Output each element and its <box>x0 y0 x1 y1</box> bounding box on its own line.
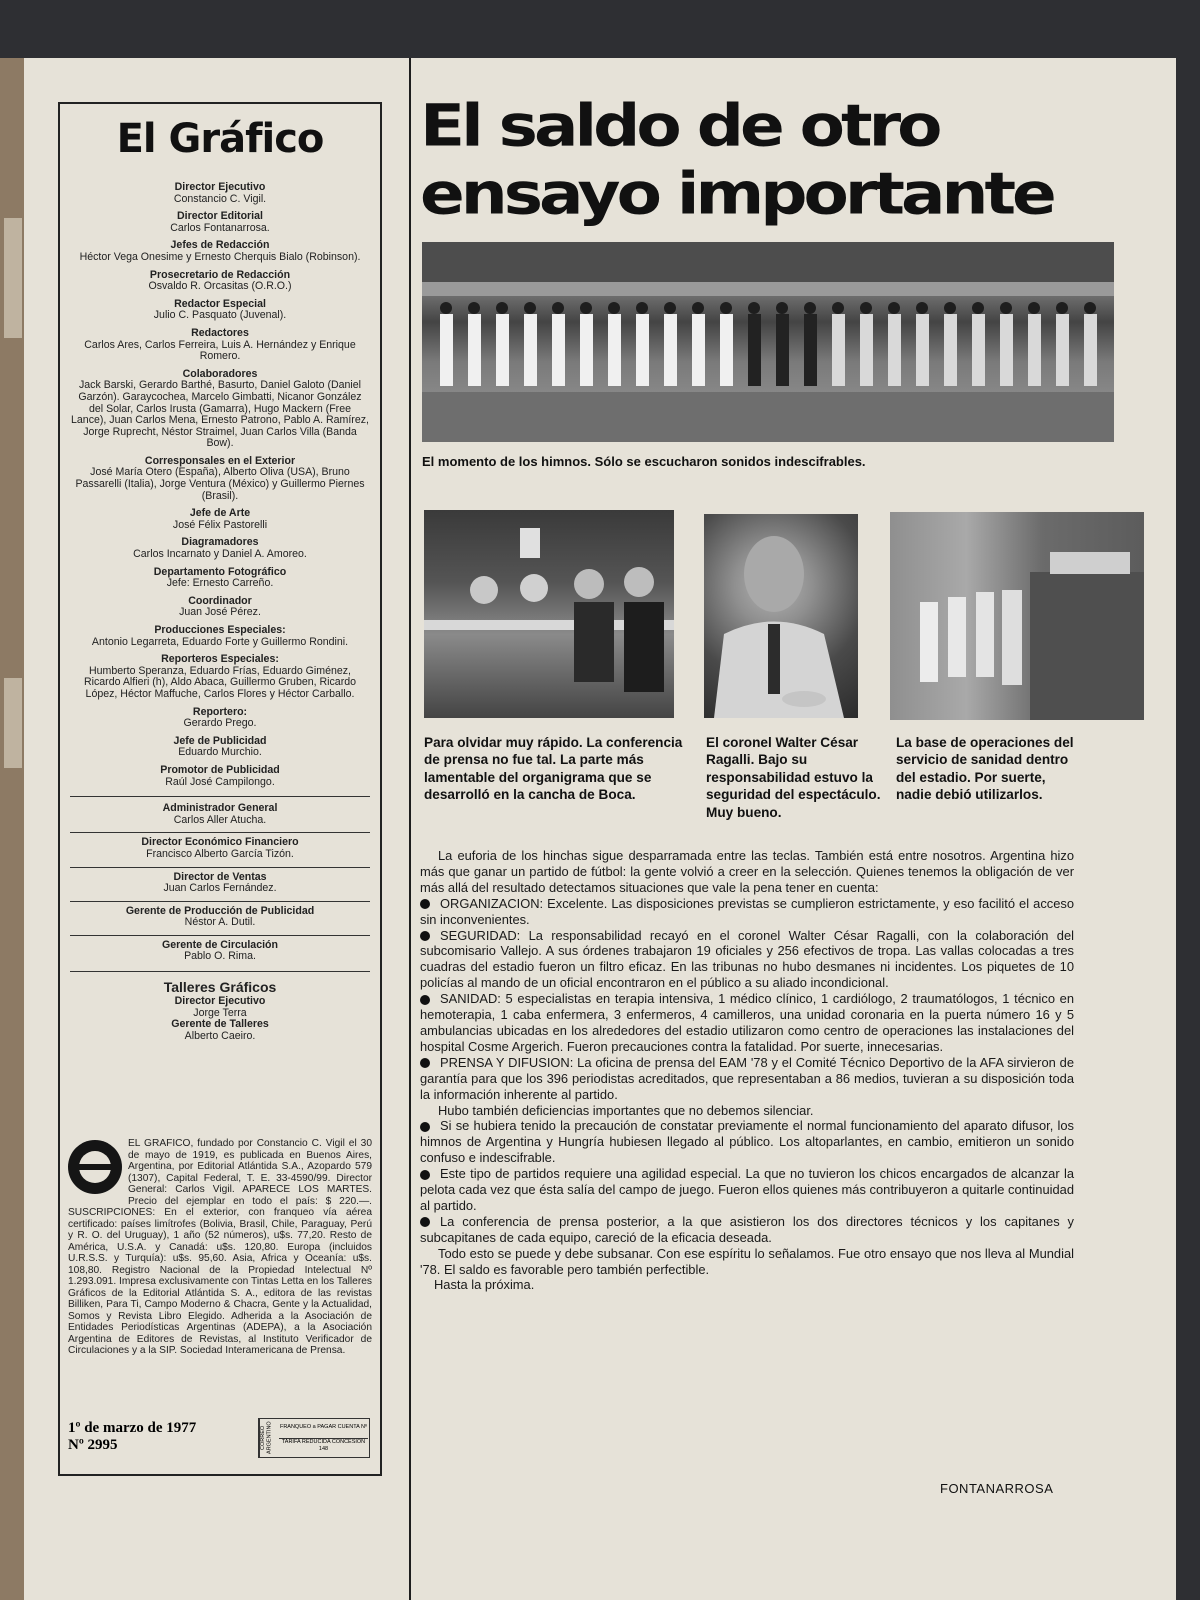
deficiency-point <box>420 1214 1074 1246</box>
staff-role: Redactores <box>191 326 249 339</box>
player-head <box>776 302 788 314</box>
issue-date: 1º de marzo de 1977 <box>68 1420 197 1436</box>
divider <box>70 832 370 833</box>
staff-role: Colaboradores <box>182 367 258 380</box>
management-entry <box>70 837 370 860</box>
article-headline <box>420 91 1160 232</box>
player-figure <box>608 314 621 386</box>
talleres-name: Jorge Terra <box>193 1006 247 1019</box>
talleres-role: Director Ejecutivo <box>174 995 266 1008</box>
photo-silhouettes <box>422 242 1114 442</box>
staff-list <box>70 182 370 1042</box>
deficiencies-intro: Hubo también deficiencias importantes que no debemos silenciar. <box>438 1102 814 1118</box>
photo-caption-medical: La base de operaciones del servicio de sanidad dentro del estadio. Por suerte, nadie debió utilizarlos. <box>896 735 1074 803</box>
player-head <box>468 302 480 314</box>
spine-band <box>4 678 22 768</box>
article-body <box>420 848 1074 1293</box>
bullet-icon <box>420 1058 430 1068</box>
player-figure <box>552 314 565 386</box>
bullet-icon <box>420 1122 430 1132</box>
staff-entry <box>70 765 370 788</box>
staff-names: Raúl José Campilongo. <box>165 775 275 788</box>
management-entry <box>70 872 370 895</box>
player-head <box>1028 302 1040 314</box>
author-signature: FONTANARROSA <box>940 1481 1054 1496</box>
staff-entry <box>70 369 370 450</box>
bullet-icon <box>420 931 430 941</box>
player-figure <box>664 314 677 386</box>
bullet-icon <box>420 899 430 909</box>
staff-names: Juan José Pérez. <box>179 606 261 619</box>
deficiency-text: Este tipo de partidos requiere una agilidad especial. La que no tuvieron los chicos encargados de alcanzar la pelota cada vez que ésta salía del campo de juego. Fueron ellos quienes más contribuyeron a quitarle continuidad al partido. <box>420 1166 1074 1213</box>
management-entry <box>70 803 370 826</box>
issue-info <box>68 1420 196 1454</box>
player-figure <box>748 314 761 386</box>
management-entry <box>70 906 370 929</box>
article-point <box>420 1055 1074 1103</box>
player-figure <box>944 314 957 386</box>
management-names: Carlos Aller Atucha. <box>173 813 267 826</box>
staff-role: Jefe de Publicidad <box>173 734 267 747</box>
postage-box <box>258 1418 370 1458</box>
staff-entry <box>70 240 370 263</box>
article-conclusion: Todo esto se puede y debe subsanar. Con ese espíritu lo señalamos. Fue otro ensayo que nos lleva al Mundial '78. El saldo es favorable pero también perfectible. <box>420 1245 1074 1277</box>
staff-role: Corresponsales en el Exterior <box>144 454 296 467</box>
staff-entry <box>70 299 370 322</box>
player-figure <box>720 314 733 386</box>
colonel-portrait-photo <box>704 514 858 718</box>
deficiency-point <box>420 1166 1074 1214</box>
staff-role: Promotor de Publicidad <box>160 763 280 776</box>
player-head <box>608 302 620 314</box>
player-head <box>972 302 984 314</box>
player-head <box>552 302 564 314</box>
player-figure <box>524 314 537 386</box>
photo-caption-colonel: El coronel Walter César Ragalli. Bajo su responsabilidad estuvo la seguridad del espectáculo. Muy bueno. <box>706 735 881 820</box>
player-head <box>804 302 816 314</box>
staff-names: Héctor Vega Onesime y Ernesto Cherquis Bialo (Robinson). <box>79 250 361 263</box>
colophon-text: EL GRAFICO, fundado por Constancio C. Vigil el 30 de mayo de 1919, es publicada en Buenos Aires, Argentina, por Editorial Atlántida S.A., Azopardo 579 (1307), Capital Federal, T. E. 33-4590/99. Director General: Carlos Vigil. APARECE LOS MARTES. Precio del ejemplar en todo el país: $ 220.—. SUSCRIPCIONES: En el exterior, con franqueo vía aérea certificado: países limítrofes (Bolivia, Brasil, Chile, Paraguay, Perú y R. O. del Uruguay), 1 año (52 números), u$s. 77,20. Resto de América, U.S.A. y Canadá: u$s. 120,80. Europa (incluidos U.R.S.S. y Turquía): u$s. 95,60. Asia, Africa y Oceanía: u$s. 108,80. Registro Nacional de la Propiedad Intelectual Nº 1.293.091. Impresa exclusivamente con Tintas Letta en los Talleres Gráficos de la Editorial Atlántida S. A., editora de las revistas Billiken, Para Ti, Campo Moderno & Chacra, Gente y la Actualidad, Somos y Revista Libro Elegido. Adherida a la Asociación de Entidades Periodísticas Argentinas (ADEPA), a la Asociación Argentina de Editores de Revistas, al Instituto Verificador de Circulaciones y a la SIP. Sociedad Interamericana de Prensa. <box>68 1138 372 1356</box>
player-head <box>524 302 536 314</box>
management-role: Administrador General <box>162 802 278 815</box>
management-names: Néstor A. Dutil. <box>184 916 256 929</box>
talleres-title: Talleres Gráficos <box>163 979 277 996</box>
staff-entry <box>70 567 370 590</box>
player-figure <box>972 314 985 386</box>
article-point-text: PRENSA Y DIFUSION: La oficina de prensa del EAM '78 y el Comité Técnico Deportivo de la AFA sirvieron de garantía para que los 396 periodistas acreditados, que representaban a 86 medios, tuvieran a su disposición toda la información inherente al partido. <box>420 1054 1074 1102</box>
bullet-icon <box>420 1170 430 1180</box>
photo-silhouettes <box>890 512 1144 720</box>
staff-role: Departamento Fotográfico <box>153 565 287 578</box>
player-figure <box>468 314 481 386</box>
player-head <box>692 302 704 314</box>
article-intro: La euforia de los hinchas sigue desparramada entre las teclas. También está entre nosotros. Argentina hizo más que ganar un partido de fútbol: la gente volvió a creer en la selección. Quienes tenemos la obligación de ver más allá del resultado detectamos situaciones que vale la pena tener en cuenta: <box>420 848 1074 895</box>
staff-role: Director Ejecutivo <box>174 181 266 193</box>
management-role: Director de Ventas <box>173 870 267 883</box>
staff-entry <box>70 456 370 502</box>
player-figure <box>804 314 817 386</box>
staff-role: Reporteros Especiales: <box>161 653 279 666</box>
staff-names: Jack Barski, Gerardo Barthé, Basurto, Daniel Galoto (Daniel Garzón). Garaycochea, Marcelo Gimbatti, Nicanor González del Solar, Carlos Irusta (Gamarra), Hugo Mackern (Free Lance), Juan Carlos Mena, Ernesto Patrono, Pablo A. Ramírez, Jorge Ruprecht, Néstor Straimel, Juan Carlos Villa (Banda Bow). <box>71 379 369 450</box>
player-figure <box>916 314 929 386</box>
article-point <box>420 896 1074 928</box>
player-figure <box>1056 314 1069 386</box>
deficiency-text: Si se hubiera tenido la precaución de constatar previamente el normal funcionamiento del aparato difusor, los himnos de Argentina y Hungría hubiesen llegado al público. Los altoparlantes, en cambio, emitieron un sonido confuso e indescifrable. <box>420 1118 1074 1166</box>
deficiency-point <box>420 1118 1074 1166</box>
staff-names: José Félix Pastorelli <box>172 518 268 531</box>
staff-names: Jefe: Ernesto Carreño. <box>166 577 274 590</box>
player-head <box>888 302 900 314</box>
staff-entry <box>70 537 370 560</box>
spine-band <box>4 218 22 338</box>
staff-entry <box>70 328 370 363</box>
article-point-text: ORGANIZACION: Excelente. Las disposiciones previstas se cumplieron estrictamente, y eso facilitó el acceso sin inconvenientes. <box>420 895 1074 927</box>
article-point-text: SANIDAD: 5 especialistas en terapia intensiva, 1 médico clínico, 1 cardiólogo, 2 traumatólogos, 1 técnico en hemoterapia, 1 caba enfermera, 3 enfermeros, 4 camilleros, una unidad coronaria en la puerta número 16 y 5 ambulancias ubicadas en los alrededores del estadio utilizaron como centro de operaciones las instalaciones del hospital Cosme Argerich. Fueron precauciones contra la fatalidad. Por suerte, innecesarias. <box>420 991 1074 1054</box>
player-head <box>440 302 452 314</box>
player-head <box>1084 302 1096 314</box>
player-figure <box>636 314 649 386</box>
staff-names: Osvaldo R. Orcasitas (O.R.O.) <box>148 280 292 293</box>
staff-names: José María Otero (España), Alberto Oliva (USA), Bruno Passarelli (Italia), Jorge Ventura (México) y Guillermo Piernes (Brasil). <box>75 466 365 502</box>
player-head <box>636 302 648 314</box>
player-head <box>860 302 872 314</box>
talleres-name: Alberto Caeiro. <box>184 1029 256 1042</box>
staff-role: Producciones Especiales: <box>154 624 286 636</box>
staff-entry <box>70 596 370 619</box>
staff-names: Gerardo Prego. <box>183 717 257 730</box>
staff-names: Carlos Incarnato y Daniel A. Amoreo. <box>133 548 307 561</box>
issue-number: Nº 2995 <box>68 1437 118 1453</box>
player-head <box>496 302 508 314</box>
staff-role: Diagramadores <box>181 536 259 549</box>
staff-names: Julio C. Pasquato (Juvenal). <box>153 309 287 322</box>
magazine-spine <box>0 58 26 1600</box>
headline-line: ensayo importante <box>420 159 1053 228</box>
postage-bottom-text: TARIFA REDUCIDA CONCESION 148 <box>279 1438 368 1452</box>
player-figure <box>860 314 873 386</box>
player-head <box>944 302 956 314</box>
talleres-role: Gerente de Talleres <box>171 1018 269 1031</box>
magazine-page <box>24 58 1176 1600</box>
staff-names: Humberto Speranza, Eduardo Frías, Eduardo Giménez, Ricardo Alfieri (h), Aldo Abaca, Guillermo Gruben, Ricardo López, Héctor Maffuche, Carlos Flores y Héctor Carballo. <box>83 664 357 700</box>
management-role: Director Económico Financiero <box>141 836 299 849</box>
staff-role: Jefe de Arte <box>189 507 251 520</box>
team-lineup-photo <box>422 242 1114 442</box>
staff-names: Carlos Ares, Carlos Ferreira, Luis A. Hernández y Enrique Romero. <box>84 338 356 363</box>
management-role: Gerente de Producción de Publicidad <box>125 904 315 917</box>
player-figure <box>692 314 705 386</box>
staff-names: Antonio Legarreta, Eduardo Forte y Guillermo Rondini. <box>91 635 349 648</box>
management-entry <box>70 940 370 963</box>
staff-entry <box>70 270 370 293</box>
player-head <box>720 302 732 314</box>
talleres-block <box>70 978 370 1042</box>
player-figure <box>1000 314 1013 386</box>
staff-role: Prosecretario de Redacción <box>149 268 291 281</box>
article-closing: Hasta la próxima. <box>434 1277 535 1293</box>
press-conference-photo <box>424 510 674 718</box>
player-head <box>664 302 676 314</box>
management-names: Francisco Alberto García Tizón. <box>146 847 294 860</box>
divider <box>70 867 370 868</box>
staff-role: Redactor Especial <box>174 297 266 310</box>
player-head <box>748 302 760 314</box>
staff-entry <box>70 736 370 759</box>
staff-entry <box>70 625 370 648</box>
bullet-icon <box>420 1217 430 1227</box>
player-figure <box>1084 314 1097 386</box>
player-head <box>1000 302 1012 314</box>
staff-role: Reportero: <box>192 705 248 718</box>
staff-entry <box>70 654 370 700</box>
photo-caption-press: Para olvidar muy rápido. La conferencia de prensa no fue tal. La parte más lamentable del organigrama que se desarrolló en la cancha de Boca. <box>424 735 683 803</box>
headline-line: El saldo de otro <box>420 91 939 160</box>
staff-entry <box>70 182 370 205</box>
photo-silhouettes <box>424 510 674 718</box>
bullet-icon <box>420 995 430 1005</box>
staff-names: Carlos Fontanarrosa. <box>170 221 270 234</box>
article-point-text: SEGURIDAD: La responsabilidad recayó en el coronel Walter César Ragalli, con la colaboración del subcomisario Vallejo. A sus órdenes trabajaron 19 oficiales y 256 efectivos de tropa. Las vallas colocadas a tres cuadras del estadio fueron un filtro eficaz. En las tribunas no hubo desmanes ni incidentes. Los piquetes de 10 policías al mando de un oficial encontraron en el público a su aliado incondicional. <box>420 927 1074 991</box>
player-figure <box>888 314 901 386</box>
masthead-box <box>58 102 382 1476</box>
management-names: Pablo O. Rima. <box>184 950 256 963</box>
player-figure <box>440 314 453 386</box>
staff-names: Eduardo Murchio. <box>178 746 262 759</box>
postage-side-text: CORREO ARGENTINO <box>259 1419 278 1457</box>
player-head <box>916 302 928 314</box>
player-figure <box>776 314 789 386</box>
deficiency-text: La conferencia de prensa posterior, a la que asistieron los dos directores técnicos y los capitanes y subcapitanes de cada equipo, careció de la eficacia deseada. <box>420 1213 1074 1245</box>
colophon <box>68 1138 372 1357</box>
column-divider <box>409 58 411 1600</box>
player-figure <box>496 314 509 386</box>
staff-entry <box>70 211 370 234</box>
player-head <box>580 302 592 314</box>
staff-names: Constancio C. Vigil. <box>173 192 267 205</box>
staff-role: Coordinador <box>188 594 252 607</box>
article-point <box>420 991 1074 1055</box>
article-point <box>420 928 1074 992</box>
player-head <box>832 302 844 314</box>
divider <box>70 935 370 936</box>
player-figure <box>832 314 845 386</box>
staff-role: Director Editorial <box>177 210 263 223</box>
management-names: Juan Carlos Fernández. <box>163 882 277 895</box>
divider <box>70 901 370 902</box>
player-figure <box>1028 314 1041 386</box>
staff-entry <box>70 508 370 531</box>
editorial-atlantida-logo-icon <box>68 1140 122 1194</box>
staff-entry <box>70 707 370 730</box>
staff-role: Jefes de Redacción <box>170 239 270 252</box>
player-figure <box>580 314 593 386</box>
player-head <box>1056 302 1068 314</box>
photo-silhouettes <box>704 514 858 718</box>
postage-top-text: FRANQUEO a PAGAR CUENTA Nº <box>279 1423 368 1430</box>
management-role: Gerente de Circulación <box>162 938 278 951</box>
magazine-logo: El Gráfico <box>116 116 324 162</box>
medical-base-photo <box>890 512 1144 720</box>
main-photo-caption: El momento de los himnos. Sólo se escucharon sonidos indescifrables. <box>422 454 866 469</box>
